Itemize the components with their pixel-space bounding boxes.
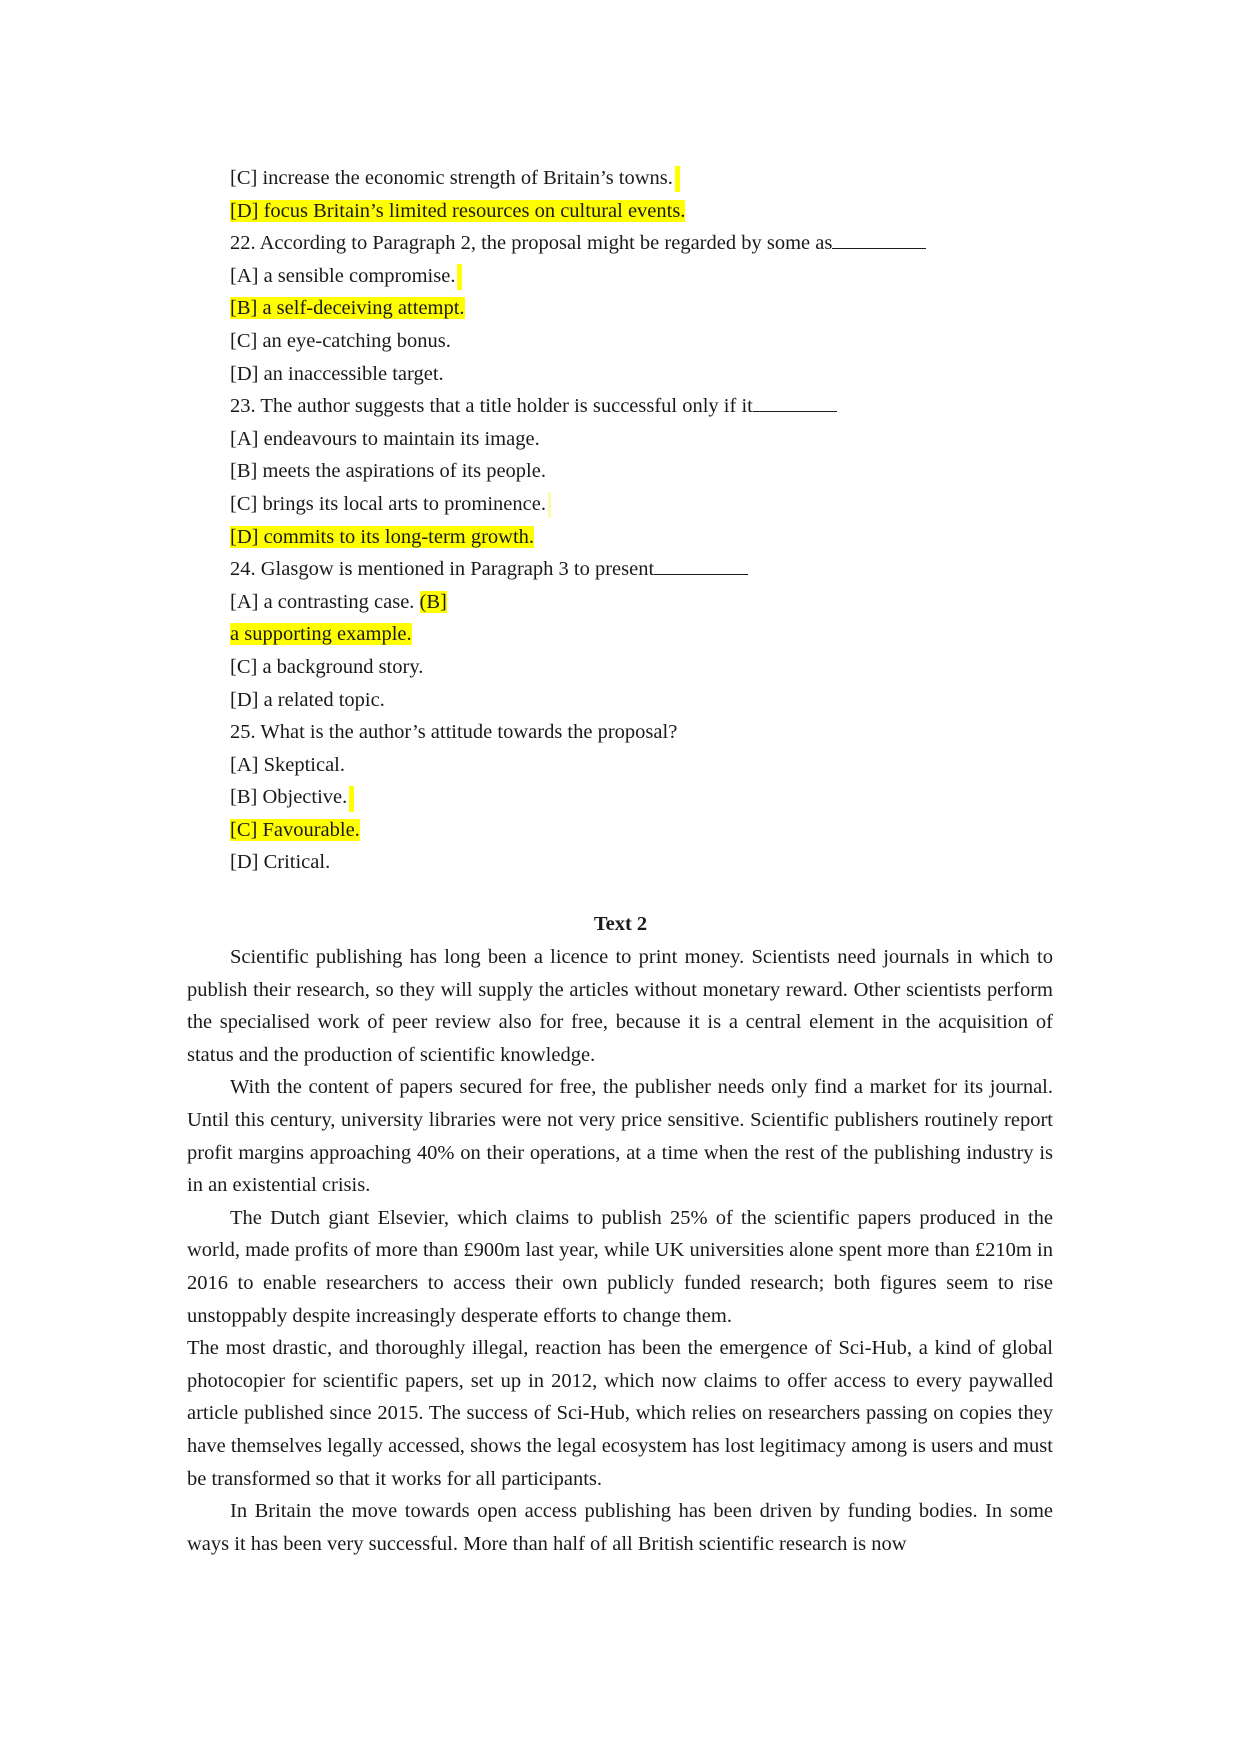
- q22-option-d: [D] an inaccessible target.: [230, 362, 444, 385]
- highlight-mark: [349, 786, 354, 812]
- q24-option-b: a supporting example.: [230, 623, 412, 646]
- answer-blank: [753, 394, 837, 412]
- text2-paragraph: The Dutch giant Elsevier, which claims to publish 25% of the scientific papers produced in the world, made profits of more than £900m last year, while UK universities alone spent more than £210m in 2016 to enable researchers to access their own publicly funded research; both figures seem to rise unstoppably despite increasingly desperate efforts to change them.: [187, 1206, 1053, 1327]
- q22-stem: 22. According to Paragraph 2, the proposal might be regarded by some as: [230, 227, 926, 260]
- text2-body: [187, 941, 1053, 1560]
- text2-paragraph: Scientific publishing has long been a licence to print money. Scientists need journals in which to publish their research, so they will supply the articles without monetary reward. Other scientists perform the specialised work of peer review also for free, because it is a central element in the acquisition of status and the production of scientific knowledge.: [187, 946, 1053, 1066]
- q23-stem: 23. The author suggests that a title holder is successful only if it: [230, 390, 926, 423]
- q25-option-a: [A] Skeptical.: [230, 753, 345, 776]
- text2-paragraph: In Britain the move towards open access publishing has been driven by funding bodies. In some ways it has been very successful. More than half of all British scientific research is now: [187, 1500, 1053, 1555]
- q24-option-d: [D] a related topic.: [230, 688, 385, 711]
- q21-option-d: [D] focus Britain’s limited resources on cultural events.: [230, 199, 686, 222]
- q21-option-c: [C] increase the economic strength of Britain’s towns.: [230, 162, 926, 195]
- highlight-mark: [548, 492, 551, 518]
- text2-paragraph: With the content of papers secured for free, the publisher needs only find a market for its journal. Until this century, university libraries were not very price sensitive. Scientific publishers routinely report profit margins approaching 40% on their operations, at a time when the rest of the publishing industry is in an existential crisis.: [187, 1076, 1053, 1197]
- q22-option-c: [C] an eye-catching bonus.: [230, 329, 451, 352]
- q24-option-c: [C] a background story.: [230, 655, 424, 678]
- text2-paragraph: The most drastic, and thoroughly illegal, reaction has been the emergence of Sci-Hub, a kind of global photocopier for scientific papers, set up in 2012, which now claims to offer access to every paywalled article published since 2015. The success of Sci-Hub, which relies on researchers passing on copies they have themselves legally accessed, shows the legal ecosystem has lost legitimacy among is users and must be transformed so that it works for all participants.: [187, 1337, 1053, 1490]
- q22-option-a: [A] a sensible compromise.: [230, 260, 926, 293]
- answer-blank: [654, 557, 748, 575]
- text2-title: Text 2: [593, 913, 648, 935]
- q23-option-a: [A] endeavours to maintain its image.: [230, 427, 540, 450]
- questions-section: [230, 162, 926, 879]
- q25-option-c: [C] Favourable.: [230, 818, 360, 841]
- q25-stem: 25. What is the author’s attitude towards the proposal?: [230, 721, 678, 744]
- q25-option-b: [B] Objective.: [230, 781, 926, 814]
- q25-option-d: [D] Critical.: [230, 851, 331, 874]
- q24-option-a: [A] a contrasting case. (B]: [230, 590, 447, 613]
- answer-blank: [832, 231, 926, 249]
- q23-option-d: [D] commits to its long-term growth.: [230, 525, 535, 548]
- q23-option-c: [C] brings its local arts to prominence.: [230, 488, 926, 521]
- q24-stem: 24. Glasgow is mentioned in Paragraph 3 to present: [230, 553, 926, 586]
- q22-option-b: [B] a self-deceiving attempt.: [230, 297, 465, 320]
- highlight-mark: [675, 166, 680, 192]
- q23-option-b: [B] meets the aspirations of its people.: [230, 460, 546, 483]
- highlight-mark: [457, 264, 462, 290]
